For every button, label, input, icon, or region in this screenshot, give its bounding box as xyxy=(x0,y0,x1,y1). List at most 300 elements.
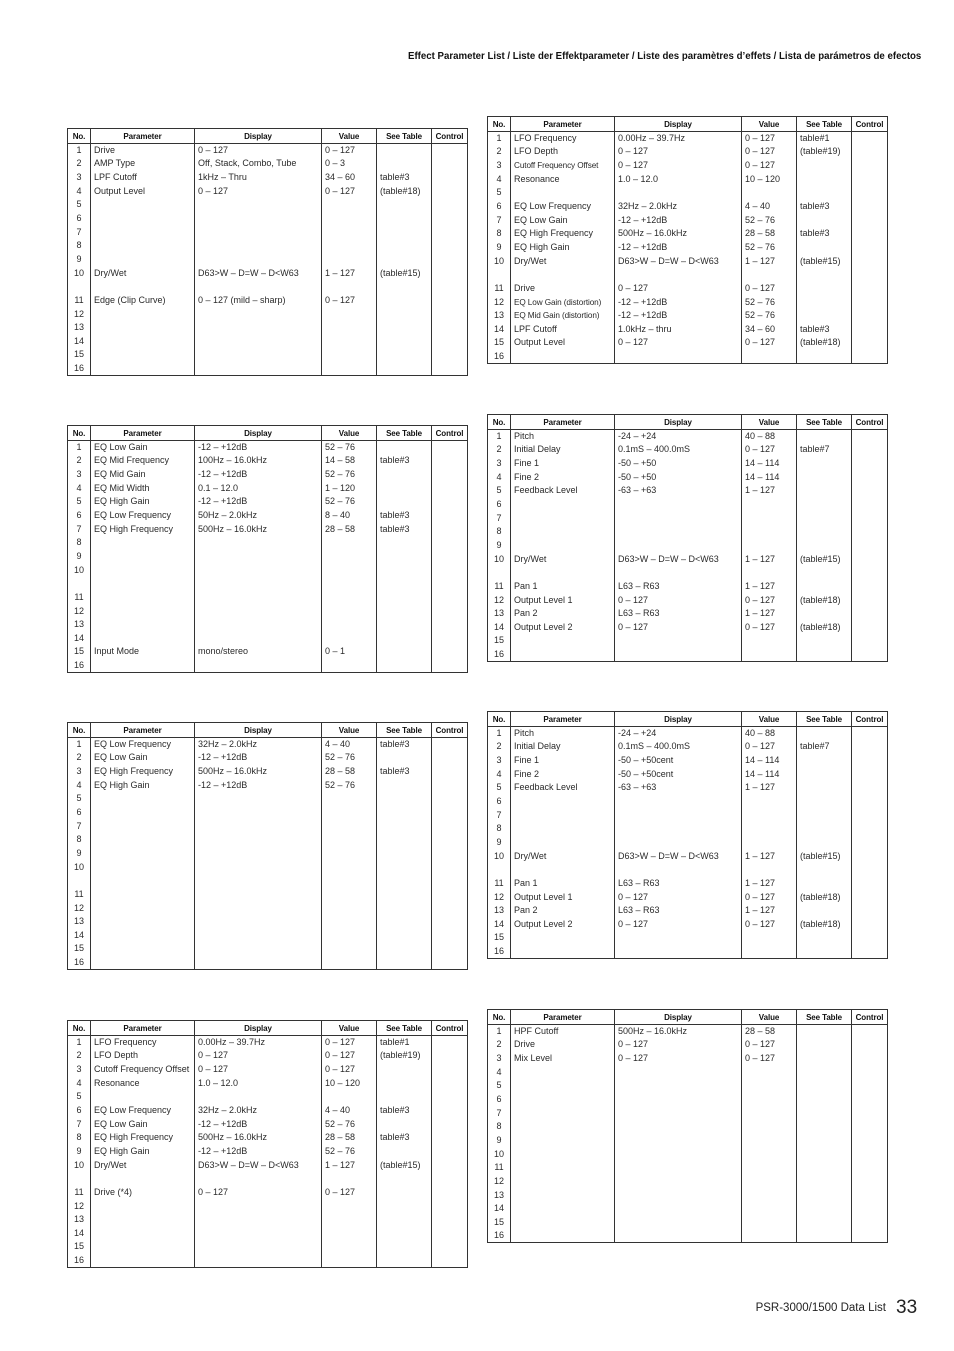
cell-see-table xyxy=(377,212,432,226)
table-row xyxy=(488,470,888,484)
cell-no: 6 xyxy=(488,200,511,214)
table-row xyxy=(68,348,468,362)
column-header-display: Display xyxy=(195,426,322,441)
cell-parameter xyxy=(91,915,195,929)
cell-see-table xyxy=(797,580,852,594)
cell-value: 0 – 127 xyxy=(742,145,797,159)
cell-display: 1.0 – 12.0 xyxy=(195,1076,322,1090)
cell-see-table xyxy=(377,294,432,308)
cell-display: -50 – +50 xyxy=(615,470,742,484)
cell-control xyxy=(432,522,468,536)
column-header-no: No. xyxy=(68,723,91,738)
column-header-see-table: See Table xyxy=(797,415,852,430)
table-row xyxy=(68,334,468,348)
cell-display xyxy=(615,1106,742,1120)
cell-no: 2 xyxy=(488,443,511,457)
table-row xyxy=(68,1104,468,1118)
cell-display: 0 – 127 xyxy=(195,1049,322,1063)
cell-control xyxy=(852,1065,888,1079)
cell-no: 7 xyxy=(488,213,511,227)
cell-display: 0 – 127 xyxy=(195,144,322,158)
column-header-control: Control xyxy=(852,117,888,132)
table-row xyxy=(68,441,468,455)
cell-value: 1 – 127 xyxy=(742,877,797,891)
cell-parameter: Cutoff Frequency Offset xyxy=(511,159,615,173)
spacer-cell xyxy=(742,268,797,282)
column-header-control: Control xyxy=(852,415,888,430)
table-row xyxy=(488,443,888,457)
table-row xyxy=(488,1052,888,1066)
cell-no: 15 xyxy=(488,931,511,945)
cell-value: 4 – 40 xyxy=(322,1104,377,1118)
cell-no: 16 xyxy=(488,350,511,364)
cell-control xyxy=(852,1093,888,1107)
cell-no: 13 xyxy=(68,618,91,632)
cell-value xyxy=(742,822,797,836)
cell-parameter xyxy=(511,1229,615,1243)
cell-parameter xyxy=(511,945,615,959)
cell-parameter: HPF Cutoff xyxy=(511,1025,615,1039)
cell-no: 13 xyxy=(488,607,511,621)
cell-control xyxy=(852,172,888,186)
column-header-see-table: See Table xyxy=(377,723,432,738)
spacer-cell xyxy=(852,268,888,282)
cell-display xyxy=(615,186,742,200)
table-row xyxy=(488,795,888,809)
cell-parameter: LPF Cutoff xyxy=(91,171,195,185)
column-header-parameter: Parameter xyxy=(91,723,195,738)
cell-parameter xyxy=(91,792,195,806)
cell-display xyxy=(195,239,322,253)
cell-no: 16 xyxy=(68,659,91,673)
column-header-control: Control xyxy=(852,712,888,727)
cell-parameter xyxy=(91,348,195,362)
spacer-cell xyxy=(322,280,377,294)
cell-no: 16 xyxy=(68,1254,91,1268)
spacer-cell xyxy=(797,863,852,877)
cell-value xyxy=(322,1090,377,1104)
cell-see-table xyxy=(797,1202,852,1216)
cell-parameter xyxy=(511,1175,615,1189)
cell-see-table xyxy=(377,792,432,806)
cell-control xyxy=(432,901,468,915)
cell-display xyxy=(615,525,742,539)
cell-see-table xyxy=(377,928,432,942)
cell-no: 8 xyxy=(488,227,511,241)
cell-no: 9 xyxy=(488,1134,511,1148)
cell-control xyxy=(432,198,468,212)
table-row xyxy=(68,888,468,902)
cell-no: 9 xyxy=(68,550,91,564)
cell-parameter xyxy=(511,808,615,822)
cell-no: 14 xyxy=(68,1226,91,1240)
cell-control xyxy=(432,1076,468,1090)
cell-no: 6 xyxy=(68,212,91,226)
column-header-no: No. xyxy=(68,129,91,144)
cell-display: 0.1 – 12.0 xyxy=(195,481,322,495)
cell-value xyxy=(742,498,797,512)
cell-parameter: Pan 2 xyxy=(511,904,615,918)
table-row xyxy=(68,454,468,468)
cell-parameter xyxy=(91,307,195,321)
cell-see-table xyxy=(797,1175,852,1189)
cell-value: 4 – 40 xyxy=(742,200,797,214)
cell-no: 10 xyxy=(68,563,91,577)
cell-control xyxy=(432,239,468,253)
cell-no: 10 xyxy=(488,1147,511,1161)
cell-value xyxy=(322,659,377,673)
cell-control xyxy=(852,457,888,471)
cell-see-table xyxy=(377,321,432,335)
column-header-parameter: Parameter xyxy=(91,1021,195,1036)
cell-see-table xyxy=(377,1076,432,1090)
cell-display xyxy=(195,1199,322,1213)
cell-value xyxy=(322,1213,377,1227)
cell-parameter xyxy=(91,550,195,564)
cell-no: 5 xyxy=(68,198,91,212)
cell-display xyxy=(195,956,322,970)
spacer-cell xyxy=(615,863,742,877)
cell-value xyxy=(322,806,377,820)
table-row xyxy=(488,620,888,634)
cell-no: 13 xyxy=(68,321,91,335)
effect-parameter-table xyxy=(67,1020,468,1268)
cell-display xyxy=(615,1161,742,1175)
cell-parameter: EQ Low Frequency xyxy=(91,738,195,752)
cell-no: 6 xyxy=(488,795,511,809)
spacer-cell xyxy=(742,863,797,877)
cell-see-table: table#3 xyxy=(377,171,432,185)
cell-no: 11 xyxy=(68,294,91,308)
cell-no: 12 xyxy=(488,295,511,309)
table-row xyxy=(68,1090,468,1104)
cell-parameter xyxy=(511,525,615,539)
cell-display xyxy=(615,1147,742,1161)
cell-see-table xyxy=(377,198,432,212)
cell-no: 3 xyxy=(68,171,91,185)
cell-display: 32Hz – 2.0kHz xyxy=(195,738,322,752)
table-body xyxy=(68,144,468,376)
table-row xyxy=(488,457,888,471)
cell-see-table xyxy=(797,350,852,364)
cell-parameter: AMP Type xyxy=(91,157,195,171)
table-row xyxy=(488,1229,888,1243)
table-row xyxy=(68,198,468,212)
cell-value: 52 – 76 xyxy=(322,468,377,482)
cell-display: 0 – 127 xyxy=(615,336,742,350)
cell-no: 4 xyxy=(68,184,91,198)
cell-control xyxy=(852,159,888,173)
cell-parameter xyxy=(511,498,615,512)
cell-display: 0 – 127 xyxy=(615,1052,742,1066)
cell-parameter xyxy=(511,1202,615,1216)
table-row xyxy=(488,200,888,214)
cell-control xyxy=(432,334,468,348)
cell-control xyxy=(852,539,888,553)
cell-control xyxy=(432,1036,468,1050)
cell-control xyxy=(432,171,468,185)
cell-no: 1 xyxy=(488,727,511,741)
cell-value: 0 – 127 xyxy=(742,1038,797,1052)
cell-control xyxy=(432,294,468,308)
cell-value: 52 – 76 xyxy=(742,309,797,323)
cell-see-table xyxy=(377,1240,432,1254)
cell-see-table xyxy=(377,631,432,645)
cell-no: 11 xyxy=(488,877,511,891)
cell-parameter: EQ Low Gain xyxy=(91,441,195,455)
cell-value xyxy=(322,348,377,362)
cell-see-table xyxy=(797,1025,852,1039)
cell-see-table xyxy=(797,1188,852,1202)
cell-parameter xyxy=(511,1215,615,1229)
cell-control xyxy=(432,144,468,158)
cell-parameter: EQ High Frequency xyxy=(91,765,195,779)
cell-control xyxy=(432,888,468,902)
cell-no: 11 xyxy=(488,282,511,296)
cell-value xyxy=(742,511,797,525)
cell-no: 1 xyxy=(488,132,511,146)
cell-value xyxy=(742,525,797,539)
cell-value xyxy=(742,945,797,959)
spacer-cell xyxy=(68,1172,91,1186)
cell-parameter: EQ Low Gain (distortion) xyxy=(511,295,615,309)
cell-control xyxy=(852,443,888,457)
table-row xyxy=(488,1215,888,1229)
table-header xyxy=(488,1010,888,1025)
cell-see-table: (table#18) xyxy=(797,917,852,931)
cell-value: 52 – 76 xyxy=(742,295,797,309)
spacer-cell xyxy=(511,863,615,877)
cell-no: 4 xyxy=(488,767,511,781)
cell-see-table xyxy=(797,877,852,891)
table-row xyxy=(488,511,888,525)
cell-display: -50 – +50cent xyxy=(615,767,742,781)
table-row xyxy=(488,781,888,795)
cell-see-table xyxy=(377,253,432,267)
cell-see-table: table#3 xyxy=(377,522,432,536)
cell-value xyxy=(742,1134,797,1148)
cell-value: 40 – 88 xyxy=(742,430,797,444)
table-row xyxy=(68,225,468,239)
cell-value: 0 – 127 xyxy=(322,1186,377,1200)
cell-display xyxy=(195,212,322,226)
cell-value: 10 – 120 xyxy=(322,1076,377,1090)
cell-control xyxy=(852,282,888,296)
cell-see-table: table#7 xyxy=(797,740,852,754)
column-header-display: Display xyxy=(615,117,742,132)
cell-parameter xyxy=(511,1161,615,1175)
cell-see-table xyxy=(797,525,852,539)
table-row xyxy=(488,767,888,781)
cell-control xyxy=(852,254,888,268)
cell-see-table: table#1 xyxy=(377,1036,432,1050)
cell-display: 0 – 127 xyxy=(615,593,742,607)
cell-control xyxy=(432,550,468,564)
cell-value xyxy=(322,1254,377,1268)
cell-display: 0 – 127 xyxy=(615,159,742,173)
cell-no: 12 xyxy=(488,1175,511,1189)
cell-value xyxy=(742,350,797,364)
spacer-cell xyxy=(377,280,432,294)
cell-display xyxy=(195,253,322,267)
cell-see-table xyxy=(377,239,432,253)
cell-no: 3 xyxy=(488,754,511,768)
cell-control xyxy=(852,1052,888,1066)
cell-parameter: Fine 2 xyxy=(511,767,615,781)
cell-parameter: EQ High Frequency xyxy=(91,522,195,536)
cell-control xyxy=(852,1106,888,1120)
cell-display: D63>W – D=W – D<W63 xyxy=(615,254,742,268)
cell-display: 500Hz – 16.0kHz xyxy=(195,765,322,779)
column-header-control: Control xyxy=(432,1021,468,1036)
table-header-row xyxy=(68,129,468,144)
spacer-cell xyxy=(68,577,91,591)
cell-value: 0 – 127 xyxy=(322,184,377,198)
table-row xyxy=(68,522,468,536)
cell-control xyxy=(852,607,888,621)
cell-parameter: Input Mode xyxy=(91,645,195,659)
table-row xyxy=(68,847,468,861)
cell-no: 11 xyxy=(68,1186,91,1200)
cell-parameter xyxy=(91,1254,195,1268)
table-row xyxy=(488,336,888,350)
cell-value xyxy=(742,186,797,200)
cell-see-table: (table#19) xyxy=(797,145,852,159)
cell-control xyxy=(852,1134,888,1148)
column-header-no: No. xyxy=(488,415,511,430)
table-row xyxy=(488,430,888,444)
cell-display: 0.00Hz – 39.7Hz xyxy=(195,1036,322,1050)
cell-value xyxy=(742,1229,797,1243)
cell-parameter: EQ High Gain xyxy=(511,241,615,255)
cell-display xyxy=(615,822,742,836)
cell-control xyxy=(852,498,888,512)
cell-control xyxy=(852,1202,888,1216)
cell-no: 14 xyxy=(68,631,91,645)
cell-see-table xyxy=(797,808,852,822)
cell-no: 5 xyxy=(488,1079,511,1093)
cell-no: 2 xyxy=(488,740,511,754)
column-header-value: Value xyxy=(322,1021,377,1036)
cell-control xyxy=(852,227,888,241)
spacer-cell xyxy=(488,863,511,877)
spacer-cell xyxy=(377,577,432,591)
cell-display xyxy=(615,931,742,945)
cell-display: -12 – +12dB xyxy=(615,241,742,255)
cell-display: -12 – +12dB xyxy=(195,495,322,509)
table-row xyxy=(488,159,888,173)
cell-no: 12 xyxy=(488,890,511,904)
cell-value: 52 – 76 xyxy=(322,751,377,765)
column-header-display: Display xyxy=(615,1010,742,1025)
cell-see-table: table#3 xyxy=(797,200,852,214)
cell-parameter: Edge (Clip Curve) xyxy=(91,294,195,308)
cell-control xyxy=(432,307,468,321)
table-row xyxy=(488,1175,888,1189)
column-header-display: Display xyxy=(195,1021,322,1036)
cell-see-table: table#3 xyxy=(377,509,432,523)
cell-display: 0 – 127 xyxy=(615,145,742,159)
cell-parameter xyxy=(91,604,195,618)
cell-parameter: LFO Frequency xyxy=(91,1036,195,1050)
cell-no: 14 xyxy=(68,928,91,942)
column-header-no: No. xyxy=(68,426,91,441)
cell-see-table xyxy=(377,1145,432,1159)
cell-parameter: Drive xyxy=(511,282,615,296)
cell-control xyxy=(852,1147,888,1161)
cell-parameter xyxy=(91,212,195,226)
cell-value: 0 – 127 xyxy=(742,282,797,296)
cell-value xyxy=(742,931,797,945)
cell-display: 32Hz – 2.0kHz xyxy=(195,1104,322,1118)
cell-parameter xyxy=(511,511,615,525)
cell-display xyxy=(615,1188,742,1202)
cell-control xyxy=(852,767,888,781)
cell-value: 0 – 127 xyxy=(742,132,797,146)
cell-control xyxy=(852,877,888,891)
cell-parameter xyxy=(511,1120,615,1134)
cell-see-table: table#3 xyxy=(377,1131,432,1145)
cell-no: 8 xyxy=(68,833,91,847)
cell-value xyxy=(742,1202,797,1216)
cell-display: 500Hz – 16.0kHz xyxy=(615,1025,742,1039)
table-row xyxy=(488,808,888,822)
spacer-cell xyxy=(195,280,322,294)
cell-no: 7 xyxy=(68,1117,91,1131)
cell-parameter: EQ High Gain xyxy=(91,495,195,509)
cell-no: 8 xyxy=(488,525,511,539)
cell-display xyxy=(615,1134,742,1148)
cell-see-table xyxy=(797,1229,852,1243)
spacer-cell xyxy=(91,874,195,888)
cell-display xyxy=(615,511,742,525)
cell-no: 6 xyxy=(68,806,91,820)
table-header-row xyxy=(488,415,888,430)
table-row xyxy=(68,1131,468,1145)
cell-control xyxy=(852,1120,888,1134)
cell-no: 6 xyxy=(488,1093,511,1107)
cell-control xyxy=(852,740,888,754)
cell-control xyxy=(432,659,468,673)
cell-see-table xyxy=(377,157,432,171)
cell-parameter xyxy=(511,931,615,945)
cell-display xyxy=(615,1215,742,1229)
cell-display xyxy=(195,942,322,956)
cell-parameter xyxy=(511,648,615,662)
cell-value xyxy=(322,253,377,267)
cell-value: 0 – 127 xyxy=(742,336,797,350)
spacer-cell xyxy=(195,874,322,888)
cell-parameter xyxy=(91,563,195,577)
cell-value xyxy=(322,563,377,577)
cell-see-table xyxy=(797,1038,852,1052)
cell-no: 4 xyxy=(68,481,91,495)
cell-value: 28 – 58 xyxy=(322,1131,377,1145)
cell-control xyxy=(852,904,888,918)
cell-control xyxy=(432,847,468,861)
cell-control xyxy=(432,631,468,645)
table-body xyxy=(488,132,888,364)
cell-no: 12 xyxy=(68,1199,91,1213)
cell-control xyxy=(432,184,468,198)
column-header-see-table: See Table xyxy=(797,1010,852,1025)
cell-display: mono/stereo xyxy=(195,645,322,659)
cell-control xyxy=(852,1038,888,1052)
cell-control xyxy=(432,253,468,267)
cell-see-table: table#3 xyxy=(377,1104,432,1118)
table-body xyxy=(68,441,468,673)
cell-see-table xyxy=(797,457,852,471)
